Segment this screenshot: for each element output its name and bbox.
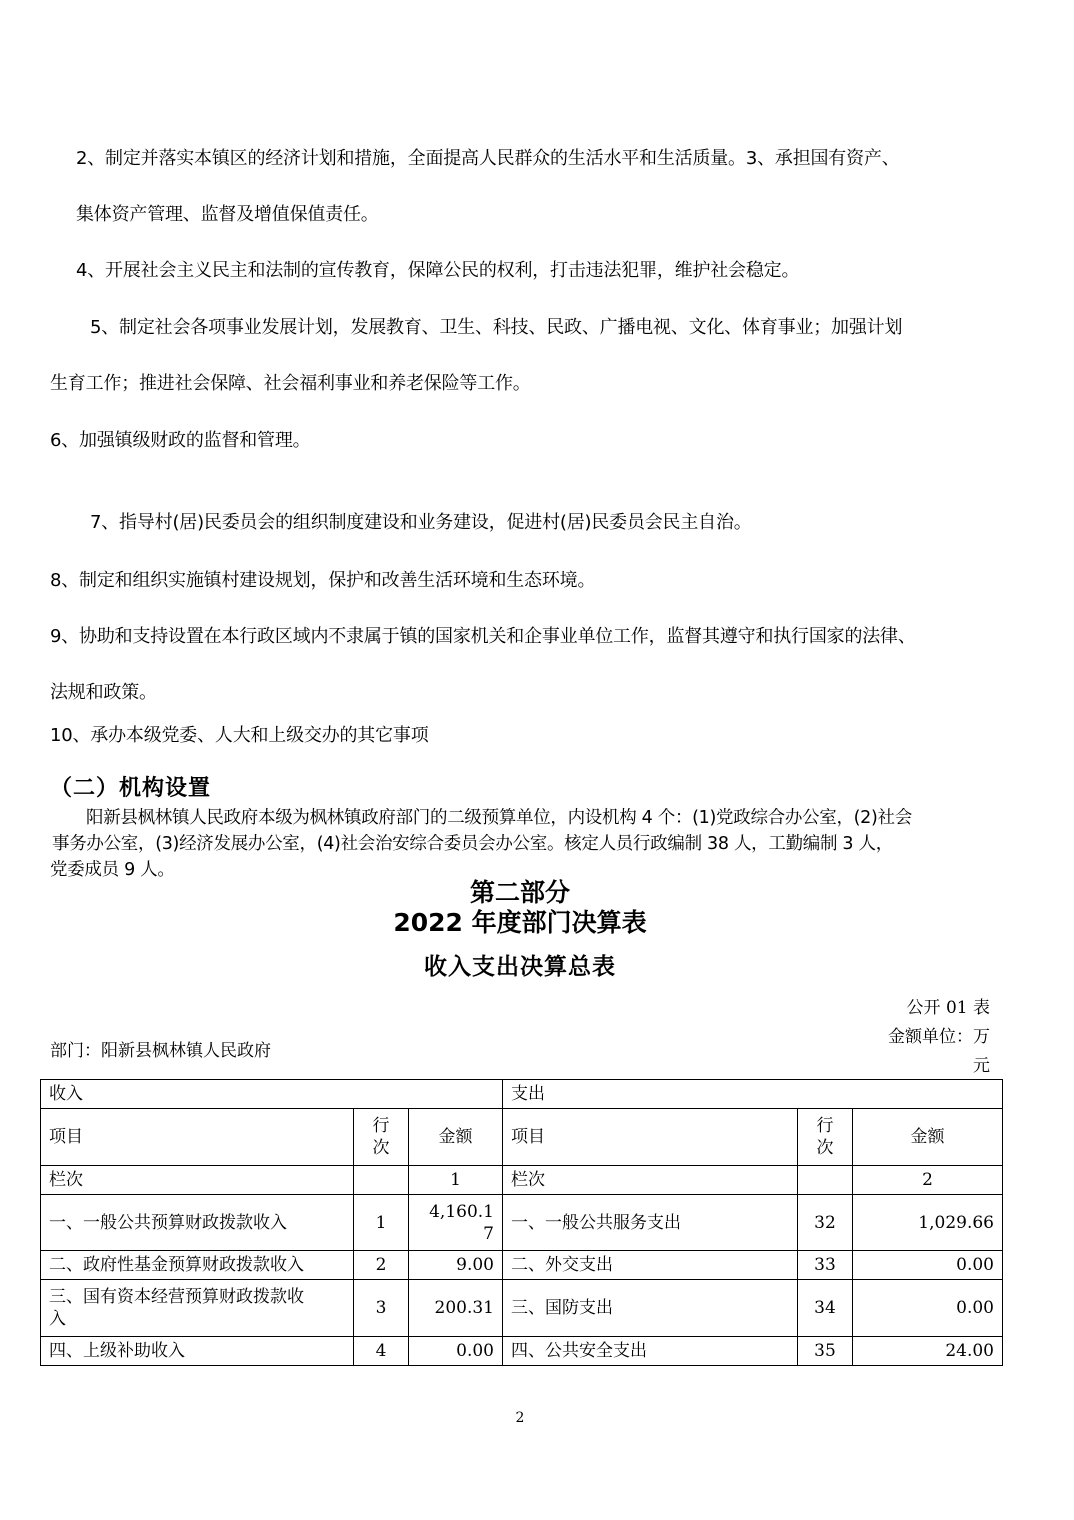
row-header-top: 行 bbox=[372, 1116, 390, 1136]
table-meta bbox=[830, 994, 990, 1081]
expense-amount: 24.00 bbox=[853, 1337, 1003, 1366]
expense-amount: 0.00 bbox=[853, 1251, 1003, 1280]
row-header-top: 行 bbox=[816, 1116, 834, 1136]
table-group-header-row bbox=[41, 1080, 1003, 1109]
row-header-bottom: 次 bbox=[816, 1138, 834, 1158]
expense-row-number: 32 bbox=[798, 1195, 853, 1251]
empty-cell bbox=[798, 1166, 853, 1195]
table-row bbox=[41, 1195, 1003, 1251]
expense-item: 一、一般公共服务支出 bbox=[503, 1195, 798, 1251]
duty-item-6: 6、加强镇级财政的监督和管理。 bbox=[50, 430, 311, 451]
income-item: 二、政府性基金预算财政拨款收入 bbox=[41, 1251, 354, 1280]
column-number-row bbox=[41, 1166, 1003, 1195]
empty-cell bbox=[354, 1166, 409, 1195]
income-amount: 200.31 bbox=[409, 1280, 503, 1337]
duty-item-2-line-1: 2、制定并落实本镇区的经济计划和措施，全面提高人民群众的生活水平和生活质量。3、承担国有资产、 bbox=[76, 148, 900, 169]
income-expense-table bbox=[40, 1079, 1003, 1366]
column-number-income: 1 bbox=[409, 1166, 503, 1195]
part-title: 第二部分 bbox=[469, 878, 570, 907]
duty-item-5-line-2: 生育工作；推进社会保障、社会福利事业和养老保险等工作。 bbox=[50, 373, 531, 394]
year-title: 2022 年度部门决算表 bbox=[393, 908, 647, 937]
income-amount-line-2: 7 bbox=[483, 1223, 494, 1244]
organization-text-line-1: 阳新县枫林镇人民政府本级为枫林镇政府部门的二级预算单位，内设机构 4 个：(1)党政综合办公室，(2)社会 bbox=[86, 808, 912, 828]
income-item-line-2: 入 bbox=[49, 1309, 66, 1329]
section-heading-organization: （二）机构设置 bbox=[50, 775, 212, 801]
income-item-header: 项目 bbox=[41, 1109, 354, 1166]
income-amount-line-1: 4,160.1 bbox=[429, 1201, 494, 1222]
income-row-number: 2 bbox=[354, 1251, 409, 1280]
table-row bbox=[41, 1337, 1003, 1366]
expense-amount: 1,029.66 bbox=[853, 1195, 1003, 1251]
expense-item: 二、外交支出 bbox=[503, 1251, 798, 1280]
table-title: 收入支出决算总表 bbox=[424, 954, 616, 980]
income-item: 四、上级补助收入 bbox=[41, 1337, 354, 1366]
income-amount: 9.00 bbox=[409, 1251, 503, 1280]
income-row-number: 3 bbox=[354, 1280, 409, 1337]
duty-item-8: 8、制定和组织实施镇村建设规划，保护和改善生活环境和生态环境。 bbox=[50, 570, 596, 591]
expense-amount: 0.00 bbox=[853, 1280, 1003, 1337]
expense-row-header bbox=[798, 1109, 853, 1166]
table-row bbox=[41, 1280, 1003, 1337]
duty-item-7: 7、指导村(居)民委员会的组织制度建设和业务建设，促进村(居)民委员会民主自治。 bbox=[90, 512, 752, 533]
expense-header: 支出 bbox=[503, 1080, 1003, 1109]
expense-row-number: 33 bbox=[798, 1251, 853, 1280]
duty-item-2-line-2: 集体资产管理、监督及增值保值责任。 bbox=[76, 204, 379, 225]
duty-item-4: 4、开展社会主义民主和法制的宣传教育，保障公民的权利，打击违法犯罪，维护社会稳定。 bbox=[76, 260, 800, 281]
income-row-number: 1 bbox=[354, 1195, 409, 1251]
expense-row-number: 35 bbox=[798, 1337, 853, 1366]
expense-item-header: 项目 bbox=[503, 1109, 798, 1166]
income-amount bbox=[409, 1195, 503, 1251]
organization-text-line-2: 事务办公室，(3)经济发展办公室，(4)社会治安综合委员会办公室。核定人员行政编制 38 人，工勤编制 3 人， bbox=[52, 834, 893, 854]
expense-row-number: 34 bbox=[798, 1280, 853, 1337]
duty-item-9-line-1: 9、协助和支持设置在本行政区域内不隶属于镇的国家机关和企事业单位工作，监督其遵守和执行国家的法律、 bbox=[50, 626, 916, 647]
income-item: 一、一般公共预算财政拨款收入 bbox=[41, 1195, 354, 1251]
expense-item: 三、国防支出 bbox=[503, 1280, 798, 1337]
column-number-label: 栏次 bbox=[503, 1166, 798, 1195]
organization-text-line-3: 党委成员 9 人。 bbox=[50, 860, 175, 880]
unit-label-line-2: 元 bbox=[973, 1056, 990, 1076]
income-row-number: 4 bbox=[354, 1337, 409, 1366]
duty-item-9-line-2: 法规和政策。 bbox=[50, 682, 157, 703]
column-number-expense: 2 bbox=[853, 1166, 1003, 1195]
income-item-line-1: 三、国有资本经营预算财政拨款收 bbox=[49, 1287, 304, 1307]
table-column-header-row bbox=[41, 1109, 1003, 1166]
income-header: 收入 bbox=[41, 1080, 503, 1109]
income-row-header bbox=[354, 1109, 409, 1166]
income-item bbox=[41, 1280, 354, 1337]
unit-label-line-1: 金额单位：万 bbox=[888, 1027, 990, 1047]
page-number: 2 bbox=[515, 1410, 525, 1426]
table-row bbox=[41, 1251, 1003, 1280]
column-number-label: 栏次 bbox=[41, 1166, 354, 1195]
income-amount-header: 金额 bbox=[409, 1109, 503, 1166]
form-number: 公开 01 表 bbox=[906, 998, 990, 1018]
expense-amount-header: 金额 bbox=[853, 1109, 1003, 1166]
department-label: 部门：阳新县枫林镇人民政府 bbox=[50, 1041, 271, 1061]
income-amount: 0.00 bbox=[409, 1337, 503, 1366]
duty-item-10: 10、承办本级党委、人大和上级交办的其它事项 bbox=[50, 725, 429, 746]
duty-item-5-line-1: 5、制定社会各项事业发展计划，发展教育、卫生、科技、民政、广播电视、文化、体育事业；加强计划 bbox=[90, 317, 903, 338]
expense-item: 四、公共安全支出 bbox=[503, 1337, 798, 1366]
row-header-bottom: 次 bbox=[372, 1138, 390, 1158]
